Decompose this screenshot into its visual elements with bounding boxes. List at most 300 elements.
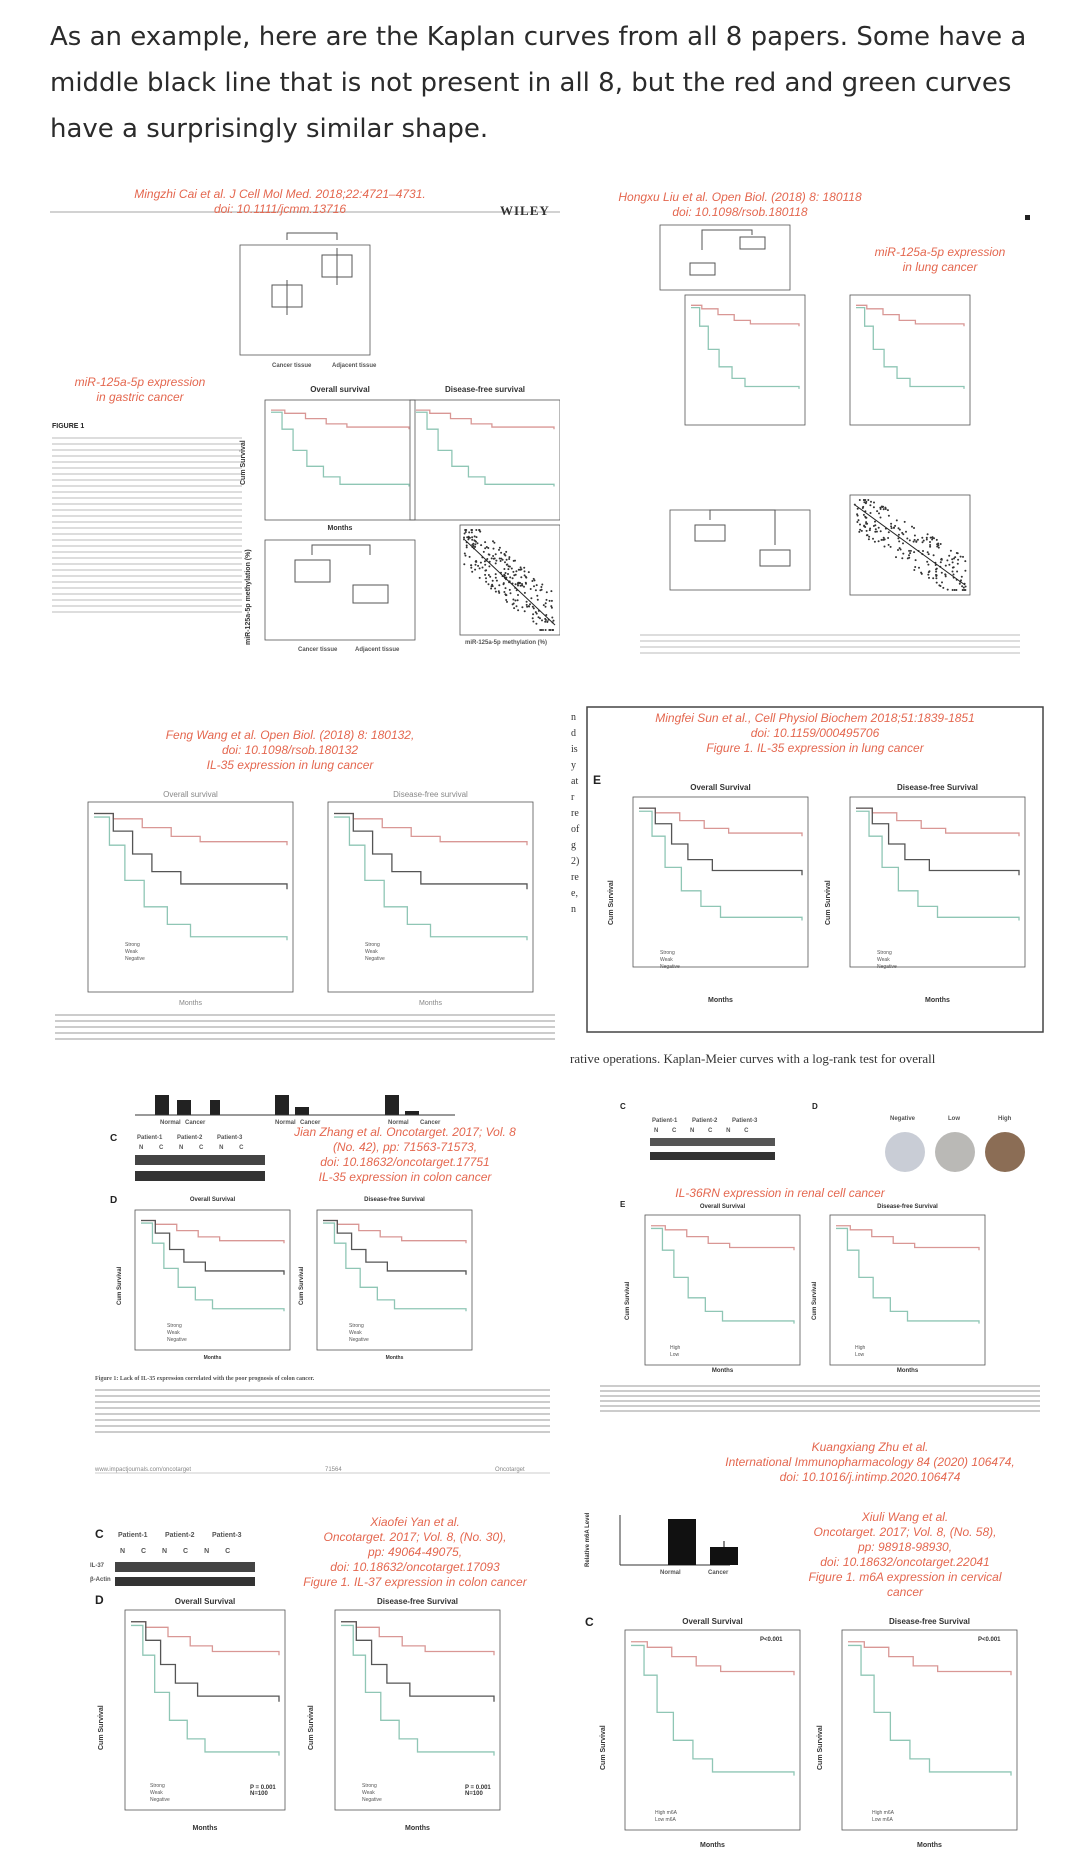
legend-weak: Weak [365, 949, 378, 955]
scatter-point [517, 585, 519, 587]
scatter-point [928, 553, 930, 555]
intro-paragraph: As an example, here are the Kaplan curves from all 8 papers. Some have a middle black line that is not present in all 8, but the red and green curves have a surprisingly similar shape. [50, 22, 1027, 144]
scatter-point [923, 540, 925, 542]
citation: Xiuli Wang et al. Oncotarget. 2017; Vol. 8, (No. 58), pp: 98918-98930, doi: 10.18632/oncotarget.22041 Figure 1. m6A expression in cervical cancer [808, 1510, 1002, 1599]
scatter-point [878, 512, 880, 514]
scatter-point [490, 588, 492, 590]
scatter-point [464, 529, 466, 531]
km-curves-dfs [416, 410, 554, 486]
figure-letter-c: C [110, 1133, 118, 1144]
km-legend-right [855, 1345, 865, 1359]
scatter-point [474, 569, 476, 571]
km-xlabel-right: Months [896, 1368, 919, 1374]
km-title-overall: Overall Survival [174, 1597, 236, 1606]
scatter-point [524, 574, 526, 576]
scatter-point [874, 541, 876, 543]
scatter-point [463, 537, 465, 539]
km-xlabel-left: Months [700, 1842, 725, 1849]
side-letter: g [571, 840, 576, 851]
scatter-point [477, 565, 479, 567]
scatter-point [935, 568, 937, 570]
km-legend-right [362, 1783, 382, 1804]
bar-label-normal-3: Normal [388, 1120, 409, 1126]
scatter-point [870, 512, 872, 514]
km-curves-dfs [341, 1622, 494, 1756]
scatter-point [926, 537, 928, 539]
scatter-point [546, 591, 548, 593]
scatter-point [878, 527, 880, 529]
legend-negative: Negative [349, 1337, 369, 1343]
km-curves-dfs [836, 1226, 979, 1324]
scatter-point [516, 605, 518, 607]
scatter-point [901, 532, 903, 534]
scatter-point [545, 606, 547, 608]
legend-strong: Strong [125, 942, 140, 948]
scatter-point [895, 556, 897, 558]
scatter-point [494, 588, 496, 590]
scatter-point [882, 539, 884, 541]
scatter-point [963, 587, 965, 589]
pvalue-right: P = 0.001 N=100 [465, 1785, 491, 1797]
citation: Jian Zhang et al. Oncotarget. 2017; Vol. 8 (No. 42), pp: 71563-71573, doi: 10.18632/oncotarget.17751 IL-35 expression in colon cancer [294, 1125, 516, 1184]
legend-negative: Negative [365, 956, 385, 962]
scatter-point [535, 589, 537, 591]
scatter-point [913, 541, 915, 543]
scatter-point [913, 569, 915, 571]
scatter-point [865, 501, 867, 503]
km-legend-left [125, 942, 145, 963]
legend-negative: Negative [125, 956, 145, 962]
figure-caption: Figure 1: Lack of IL-35 expression correlated with the poor prognosis of colon cancer. [95, 1376, 315, 1382]
km-curve-green [131, 1625, 279, 1755]
bar-label-cancer-2: Cancer [300, 1120, 321, 1126]
scatter-xlabel: miR-125a-5p methylation (%) [465, 640, 548, 646]
legend-strong: Strong [365, 942, 380, 948]
scatter-point [491, 557, 493, 559]
scatter-point [508, 556, 510, 558]
scatter-point [915, 559, 917, 561]
km-curve-dark [334, 814, 527, 890]
km-legend-left [660, 950, 680, 971]
scatter-point [495, 560, 497, 562]
figure-letter-d: D [95, 1593, 104, 1607]
scatter-point [935, 577, 937, 579]
km-ylabel-left: Cum Survival [625, 1281, 631, 1320]
km-legend-right [365, 942, 385, 963]
scatter-point [882, 506, 884, 508]
scatter-points [463, 529, 555, 631]
blot-row-actin: β-Actin [90, 1577, 111, 1583]
scatter-point [897, 537, 899, 539]
scatter-point [863, 501, 865, 503]
scatter-point [893, 527, 895, 529]
scatter-point [504, 561, 506, 563]
km-curves-overall [131, 1622, 279, 1756]
scatter-point [936, 546, 938, 548]
legend-low: Low [855, 1352, 865, 1358]
scatter-point [953, 566, 955, 568]
scatter-point [505, 572, 507, 574]
scatter-point [526, 606, 528, 608]
scatter-point [890, 546, 892, 548]
km-title-dfs: Disease-free Survival [377, 1597, 458, 1606]
scatter-point [530, 588, 532, 590]
scatter-point [887, 509, 889, 511]
scatter-point [946, 559, 948, 561]
scatter-point [477, 542, 479, 544]
scatter-point [521, 585, 523, 587]
legend-strong: Strong [362, 1783, 377, 1789]
below-text: rative operations. Kaplan-Meier curves with a log-rank test for overall [570, 1051, 936, 1066]
scatter-point [908, 554, 910, 556]
legend-negative: Negative [150, 1797, 170, 1803]
scatter-point [930, 537, 932, 539]
scatter-point [506, 559, 508, 561]
km-curve-red [94, 814, 287, 846]
scatter-point [475, 564, 477, 566]
scatter-point [954, 556, 956, 558]
scatter-point [524, 570, 526, 572]
km-xlabel-left: Months [711, 1368, 734, 1374]
scatter-point [505, 587, 507, 589]
side-letter: re [571, 872, 579, 883]
scatter-point [509, 589, 511, 591]
km-curve-red [848, 1642, 1011, 1675]
scatter-point [900, 549, 902, 551]
scatter-point [927, 551, 929, 553]
scatter-point [856, 521, 858, 523]
scatter-point [510, 592, 512, 594]
scatter-point [964, 560, 966, 562]
scatter-point [524, 610, 526, 612]
km-xlabel-left: Months [203, 1355, 222, 1361]
scatter-point [552, 629, 554, 631]
scatter-point [908, 550, 910, 552]
scatter-point [915, 541, 917, 543]
km-xlabel-right: Months [925, 997, 950, 1004]
scatter-point [887, 537, 889, 539]
scatter-point [550, 605, 552, 607]
scatter-point [528, 605, 530, 607]
figure-letter-d: D [110, 1195, 118, 1206]
scatter-point [963, 589, 965, 591]
scatter-point [876, 510, 878, 512]
scatter-point [468, 531, 470, 533]
scatter-point [484, 564, 486, 566]
scatter-point [506, 564, 508, 566]
scatter-point [858, 531, 860, 533]
scatter-point [495, 591, 497, 593]
scatter-point [927, 574, 929, 576]
scatter-point [488, 583, 490, 585]
km-title-dfs: Disease-free Survival [877, 1204, 938, 1210]
scatter-point [544, 618, 546, 620]
scatter-point [517, 599, 519, 601]
side-letter: n [571, 712, 576, 723]
scatter-point [514, 600, 516, 602]
scatter-point [906, 538, 908, 540]
scatter-point [866, 534, 868, 536]
legend-high: High m6A [655, 1810, 677, 1816]
scatter-point [878, 540, 880, 542]
scatter-point [526, 604, 528, 606]
scatter-point [865, 523, 867, 525]
scatter-point [484, 541, 486, 543]
bar-label-normal: Normal [660, 1570, 681, 1576]
scatter-point [902, 542, 904, 544]
scatter-point [500, 552, 502, 554]
scatter-point [938, 584, 940, 586]
scatter-point [469, 556, 471, 558]
scatter-point [493, 548, 495, 550]
scatter-point [917, 539, 919, 541]
citation: Xiaofei Yan et al. Oncotarget. 2017; Vol. 8, (No. 30), pp: 49064-49075, doi: 10.18632/oncotarget.17093 Figure 1. IL-37 expression in colon cancer [303, 1515, 527, 1589]
scatter-point [467, 538, 469, 540]
scatter-point [521, 606, 523, 608]
scatter-point [499, 558, 501, 560]
blot-header-3: Patient-3 [732, 1118, 758, 1124]
km-ylabel-left: Cum Survival [608, 880, 615, 925]
scatter-point [545, 602, 547, 604]
scatter-point [475, 529, 477, 531]
scatter-point [523, 567, 525, 569]
scatter-point [907, 557, 909, 559]
legend-strong: Strong [167, 1323, 182, 1329]
scatter-point [880, 508, 882, 510]
scatter-point [507, 573, 509, 575]
scatter-point [507, 568, 509, 570]
scatter-point [928, 571, 930, 573]
bar-ylabel: Relative m6A Level [585, 1512, 591, 1567]
blot-header-3: Patient-3 [217, 1135, 243, 1141]
scatter-point [471, 571, 473, 573]
scatter-point [492, 555, 494, 557]
legend-negative: Negative [362, 1797, 382, 1803]
scatter-point [898, 534, 900, 536]
scatter-point [512, 577, 514, 579]
scatter-point [482, 567, 484, 569]
scatter-point [479, 577, 481, 579]
side-letter: is [571, 744, 578, 755]
km-curve-red [341, 1622, 494, 1655]
km-curve-green [334, 817, 527, 940]
methylation-ylabel: miR-125a-5p methylation (%) [245, 549, 252, 645]
scatter-point [483, 551, 485, 553]
scatter-point [890, 525, 892, 527]
topic-label: miR-125a-5p expression in lung cancer [874, 245, 1006, 274]
blot-header-2: Patient-2 [165, 1532, 195, 1539]
scatter-point [952, 571, 954, 573]
scatter-point [954, 589, 956, 591]
panel-liu [610, 185, 1030, 685]
scatter-point [953, 574, 955, 576]
km-xlabel-left: Months [708, 997, 733, 1004]
scatter-point [875, 528, 877, 530]
km-ylabel-right: Cum Survival [299, 1266, 305, 1305]
scatter-point [471, 531, 473, 533]
figure-caption-text [55, 1010, 555, 1042]
km-ylabel-right: Cum Survival [308, 1705, 315, 1750]
km-curve-green [848, 1645, 1011, 1775]
km-curves-overall [691, 305, 799, 389]
scatter-point [541, 584, 543, 586]
scatter-point [914, 566, 916, 568]
blot-header-1: Patient-1 [652, 1118, 678, 1124]
scatter-point [945, 565, 947, 567]
km-legend-left [167, 1323, 187, 1344]
scatter-point [484, 547, 486, 549]
scatter-point [541, 619, 543, 621]
legend-low: Low m6A [655, 1817, 676, 1823]
scatter-point [929, 544, 931, 546]
scatter-point [888, 531, 890, 533]
km-curve-green [631, 1645, 794, 1775]
scatter-point [549, 600, 551, 602]
scatter-point [932, 577, 934, 579]
scatter-point [485, 569, 487, 571]
bar-label-cancer-1: Cancer [185, 1120, 206, 1126]
scatter-point [961, 585, 963, 587]
scatter-point [862, 507, 864, 509]
scatter-point [945, 574, 947, 576]
scatter-point [505, 594, 507, 596]
scatter-point [480, 544, 482, 546]
scatter-point [523, 586, 525, 588]
scatter-point [935, 571, 937, 573]
scatter-point [504, 554, 506, 556]
km-title-overall: Overall survival [310, 385, 370, 394]
scatter-point [517, 594, 519, 596]
scatter-point [486, 546, 488, 548]
km-xlabel-left: Months [179, 1000, 202, 1007]
scatter-point [888, 515, 890, 517]
scatter-point [485, 577, 487, 579]
blot-header-3: Patient-3 [212, 1532, 242, 1539]
scatter-point [515, 570, 517, 572]
scatter-point [546, 599, 548, 601]
side-letter: of [571, 824, 580, 835]
km-curves-dfs [856, 305, 964, 389]
ihc-low: Low [948, 1116, 960, 1122]
pvalue-left: P<0.001 [760, 1637, 783, 1643]
bar-label-cancer-3: Cancer [420, 1120, 441, 1126]
scatter-point [539, 629, 541, 631]
scatter-point [493, 542, 495, 544]
figure-caption-text [95, 1385, 550, 1437]
blot-row-il37: IL-37 [90, 1563, 105, 1569]
scatter-point [874, 531, 876, 533]
scatter-point [922, 541, 924, 543]
scatter-point [951, 558, 953, 560]
scatter-point [508, 565, 510, 567]
km-ylabel-left: Cum Survival [117, 1266, 123, 1305]
figure-caption-text [640, 630, 1020, 658]
scatter-point [863, 499, 865, 501]
km-curve-dark [323, 1221, 466, 1275]
km-title-dfs: Disease-free survival [393, 790, 468, 799]
scatter-point [952, 561, 954, 563]
scatter-point [466, 545, 468, 547]
scatter-point [936, 539, 938, 541]
scatter-point [532, 617, 534, 619]
blot-header-1: Patient-1 [137, 1135, 163, 1141]
scatter-point [539, 589, 541, 591]
scatter-point [492, 580, 494, 582]
citation: Hongxu Liu et al. Open Biol. (2018) 8: 180118 doi: 10.1098/rsob.180118 [618, 190, 862, 219]
side-letters [571, 710, 587, 918]
citation: Mingfei Sun et al., Cell Physiol Biochem 2018;51:1839-1851 doi: 10.1159/000495706 Figure 1. IL-35 expression in lung cancer [655, 711, 975, 755]
scatter-point [950, 550, 952, 552]
legend-strong: Strong [877, 950, 892, 956]
scatter-point [863, 525, 865, 527]
scatter-point [473, 539, 475, 541]
km-ylabel-left: Cum Survival [98, 1705, 105, 1750]
scatter-point [940, 543, 942, 545]
scatter-point [484, 560, 486, 562]
km-legend-left [150, 1783, 170, 1804]
scatter-point [920, 572, 922, 574]
scatter-point [520, 576, 522, 578]
km-title-overall: Overall Survival [189, 1197, 236, 1203]
side-letter: e, [571, 888, 578, 899]
scatter-point [901, 557, 903, 559]
scatter-point [888, 544, 890, 546]
scatter-point [885, 508, 887, 510]
km-title-dfs: Disease-free Survival [897, 783, 978, 792]
scatter-point [936, 582, 938, 584]
scatter-point [505, 551, 507, 553]
scatter-point [508, 558, 510, 560]
scatter-point [890, 523, 892, 525]
scatter-point [495, 562, 497, 564]
scatter-point [550, 590, 552, 592]
scatter-point [927, 564, 929, 566]
km-curve-red [416, 410, 554, 429]
scatter-point [905, 531, 907, 533]
km-xlabel: Months [327, 525, 353, 532]
scatter-point [495, 553, 497, 555]
scatter-point [869, 529, 871, 531]
scatter-point [489, 576, 491, 578]
ihc-negative: Negative [890, 1116, 916, 1122]
scatter-point [538, 616, 540, 618]
km-curves-dfs [848, 1642, 1011, 1776]
scatter-point [465, 555, 467, 557]
scatter-point [532, 606, 534, 608]
scatter-point [898, 540, 900, 542]
scatter-point [894, 525, 896, 527]
km-curves-dfs [323, 1221, 466, 1312]
km-curves-overall [141, 1221, 284, 1312]
pvalue-right: P<0.001 [978, 1637, 1001, 1643]
scatter-point [525, 577, 527, 579]
blot-lanes: N C N C N C [120, 1548, 231, 1555]
scatter-point [936, 543, 938, 545]
blot-header-2: Patient-2 [692, 1118, 718, 1124]
km-ylabel-right: Cum Survival [817, 1725, 824, 1770]
scatter-point [529, 603, 531, 605]
km-curves-dfs [856, 808, 1019, 920]
scatter-point [475, 541, 477, 543]
scatter-point [918, 567, 920, 569]
scatter-point [962, 556, 964, 558]
scatter-point [859, 529, 861, 531]
scatter-point [961, 576, 963, 578]
side-letter: y [571, 760, 576, 771]
scatter-point [517, 609, 519, 611]
scatter-point [480, 562, 482, 564]
km-xlabel-right: Months [405, 1825, 430, 1832]
